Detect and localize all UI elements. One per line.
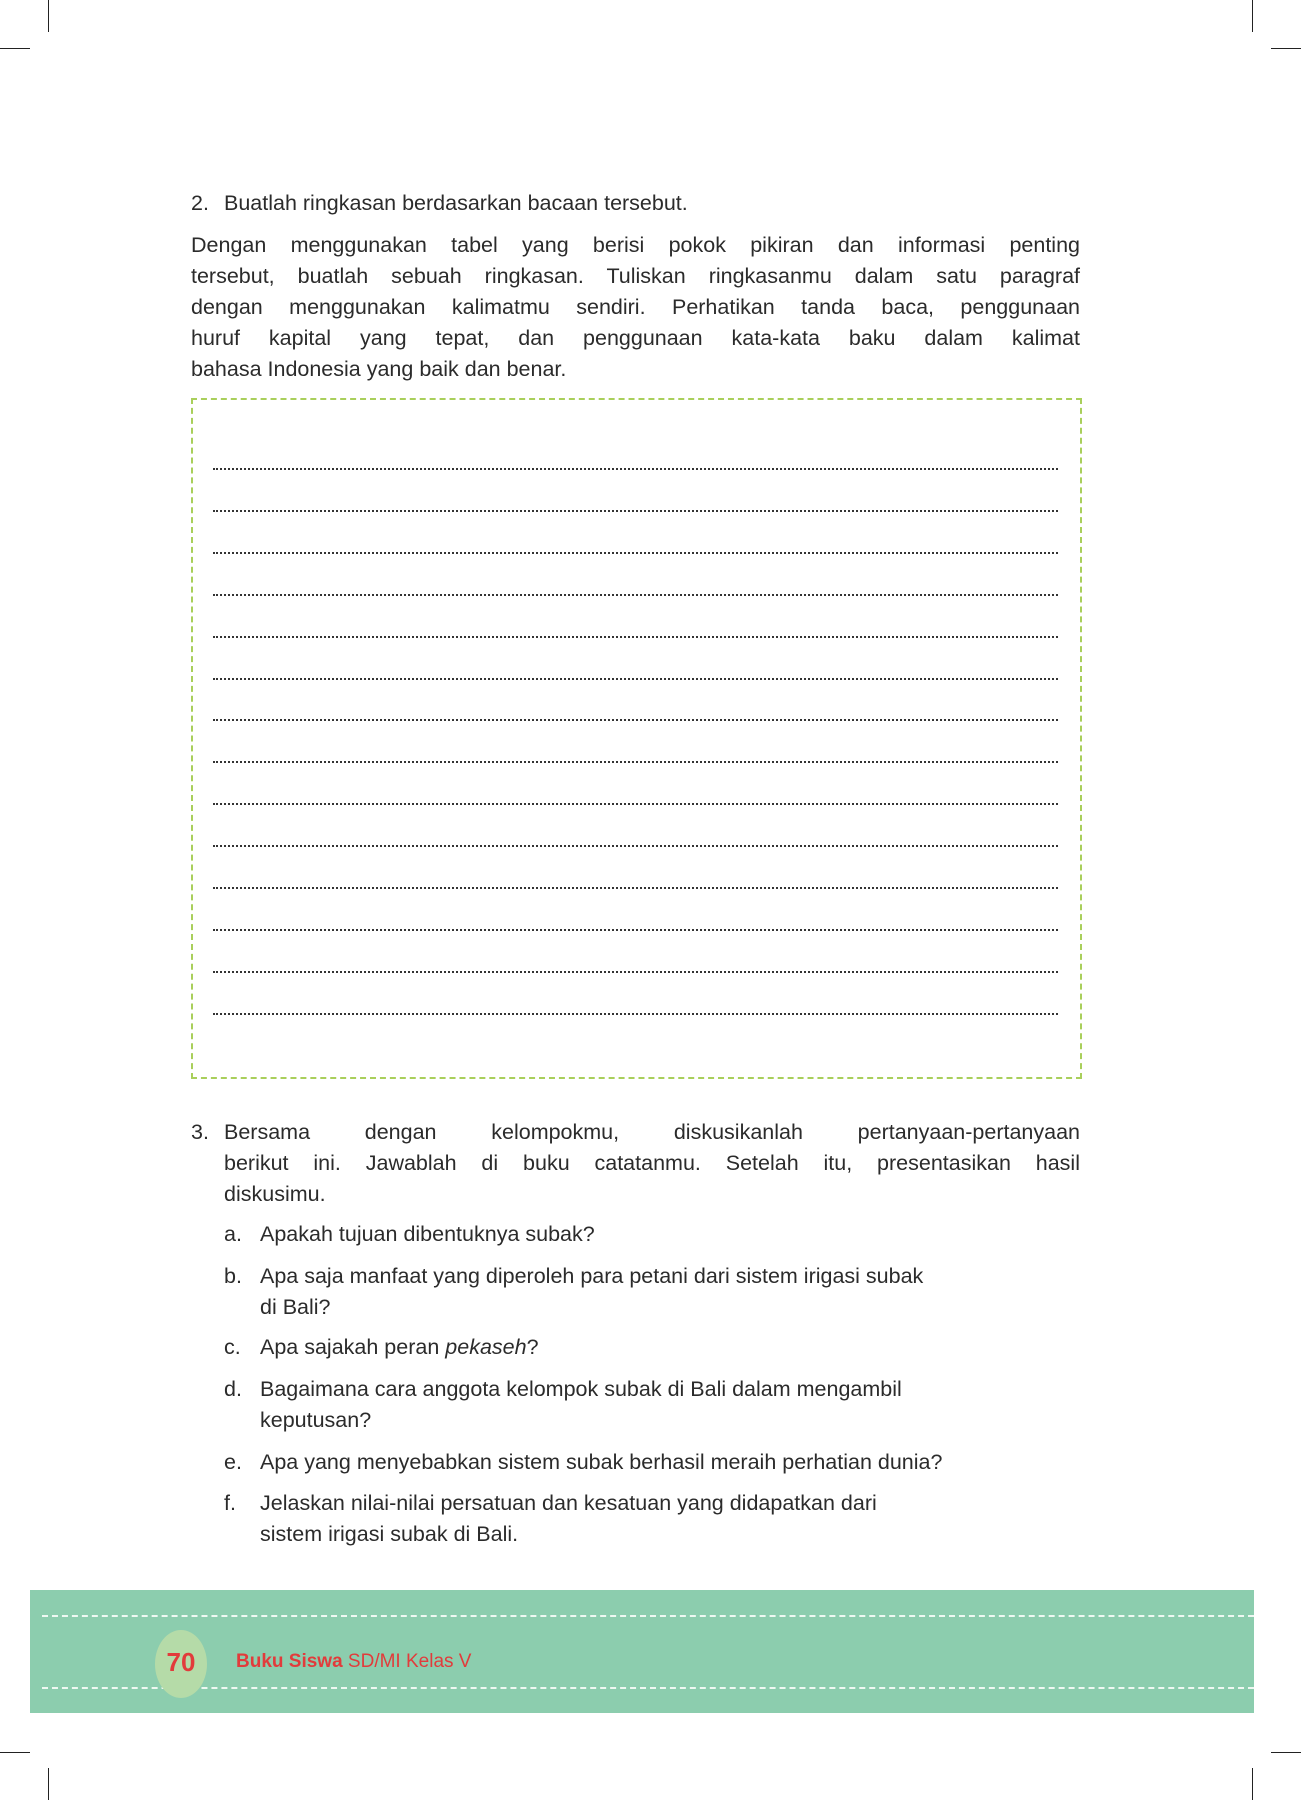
item-letter: d. — [224, 1377, 242, 1401]
crop-mark — [1252, 0, 1253, 32]
answer-line[interactable] — [213, 845, 1058, 847]
summary-answer-box[interactable] — [191, 398, 1082, 1079]
answer-line[interactable] — [213, 678, 1058, 680]
question-item-f: Jelaskan nilai-nilai persatuan dan kesatuan yang didapatkan dari — [260, 1491, 877, 1515]
crop-mark — [48, 1768, 49, 1800]
question-item-b: Apa saja manfaat yang diperoleh para petani dari sistem irigasi subak — [260, 1264, 924, 1288]
answer-line[interactable] — [213, 929, 1058, 931]
question-3-number: 3. — [191, 1120, 209, 1144]
instruction-line: bahasa Indonesia yang baik dan benar. — [191, 357, 567, 381]
answer-line[interactable] — [213, 468, 1058, 470]
question-item-f-cont: sistem irigasi subak di Bali. — [260, 1522, 519, 1546]
crop-mark — [1252, 1768, 1253, 1800]
crop-mark — [0, 48, 30, 49]
instruction-line: tersebut, buatlah sebuah ringkasan. Tuliskan ringkasanmu dalam satu paragraf — [191, 264, 1080, 288]
book-title-bold: Buku Siswa — [236, 1651, 343, 1672]
question-item-d-cont: keputusan? — [260, 1408, 372, 1432]
page-number: 70 — [166, 1647, 196, 1677]
item-letter: f. — [224, 1491, 236, 1515]
answer-line[interactable] — [213, 552, 1058, 554]
item-text: ? — [526, 1335, 539, 1359]
answer-line[interactable] — [213, 887, 1058, 889]
book-title — [236, 1640, 471, 1684]
question-item-e: Apa yang menyebabkan sistem subak berhasil meraih perhatian dunia? — [260, 1450, 943, 1474]
item-letter: b. — [224, 1264, 242, 1288]
answer-line[interactable] — [213, 803, 1058, 805]
instruction-line: huruf kapital yang tepat, dan penggunaan kata-kata baku dalam kalimat — [191, 326, 1080, 350]
crop-mark — [1271, 1752, 1301, 1753]
item-letter: e. — [224, 1450, 242, 1474]
item-letter: c. — [224, 1335, 241, 1359]
crop-mark — [1271, 48, 1301, 49]
question-item-b-cont: di Bali? — [260, 1295, 331, 1319]
intro-line: Bersama dengan kelompokmu, diskusikanlah pertanyaan-pertanyaan — [224, 1120, 1080, 1144]
footer-dashed-line — [42, 1687, 1254, 1689]
question-2-number: 2. — [191, 191, 209, 215]
answer-line[interactable] — [213, 1013, 1058, 1015]
answer-line[interactable] — [213, 636, 1058, 638]
answer-line[interactable] — [213, 971, 1058, 973]
question-item-c — [260, 1332, 539, 1363]
crop-mark — [48, 0, 49, 32]
book-title-rest: SD/MI Kelas V — [342, 1651, 472, 1672]
answer-line[interactable] — [213, 719, 1058, 721]
page-footer — [30, 1590, 1254, 1713]
answer-line[interactable] — [213, 594, 1058, 596]
intro-line: berikut ini. Jawablah di buku catatanmu. Setelah itu, presentasikan hasil — [224, 1151, 1080, 1175]
item-letter: a. — [224, 1222, 242, 1246]
question-2-title: Buatlah ringkasan berdasarkan bacaan tersebut. — [224, 191, 688, 215]
question-2-instruction — [191, 230, 1080, 385]
question-3-intro — [224, 1117, 1080, 1210]
intro-line: diskusimu. — [224, 1182, 326, 1206]
crop-mark — [0, 1752, 30, 1753]
instruction-line: dengan menggunakan kalimatmu sendiri. Perhatikan tanda baca, penggunaan — [191, 295, 1080, 319]
question-item-d: Bagaimana cara anggota kelompok subak di Bali dalam mengambil — [260, 1377, 902, 1401]
answer-line[interactable] — [213, 761, 1058, 763]
item-term: pekaseh — [445, 1335, 527, 1359]
question-item-a: Apakah tujuan dibentuknya subak? — [260, 1222, 595, 1246]
footer-dashed-line — [42, 1615, 1254, 1617]
instruction-line: Dengan menggunakan tabel yang berisi pokok pikiran dan informasi penting — [191, 233, 1080, 257]
answer-line[interactable] — [213, 510, 1058, 512]
item-text: Apa sajakah peran — [260, 1335, 446, 1359]
